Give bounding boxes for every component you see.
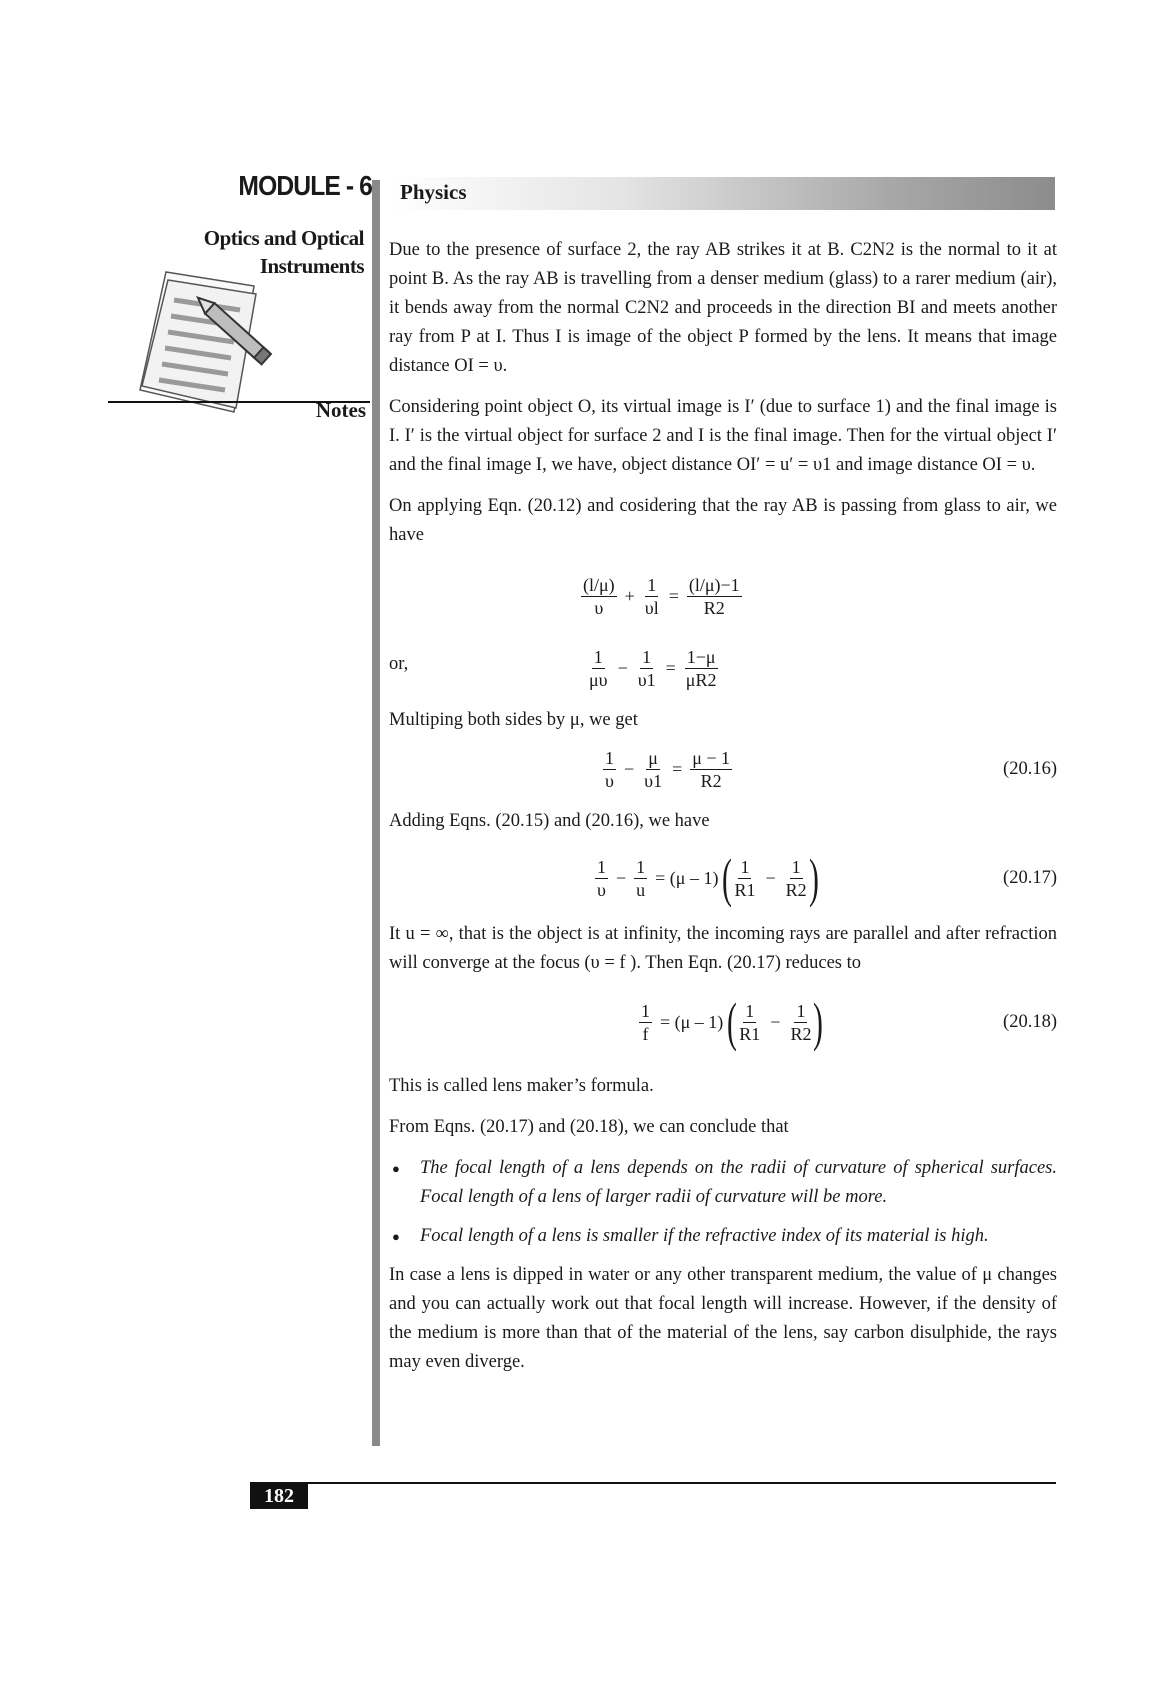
eq4-number: (20.17) <box>1003 868 1057 888</box>
header-bar <box>389 177 1055 210</box>
eq4-c-den: R1 <box>734 879 756 900</box>
eq2-op: − <box>617 657 628 678</box>
equation-1 <box>389 562 1057 630</box>
eq3-rhs-num: μ − 1 <box>692 747 731 768</box>
eq5-left-paren: ( <box>727 992 738 1052</box>
eq5-c-den: R1 <box>739 1023 761 1044</box>
eq5-d-num: 1 <box>796 1000 806 1021</box>
page-number: 182 <box>250 1483 308 1509</box>
conclusion-list <box>389 1154 1057 1251</box>
eq5-right-paren: ) <box>813 992 824 1052</box>
eq3-rhs-den: R2 <box>700 770 722 791</box>
notes-label: Notes <box>315 398 366 422</box>
eq2-equals: = <box>665 657 676 678</box>
footer-rule <box>250 1482 1056 1484</box>
list-item: ● The focal length of a lens depends on the radii of curvature of spherical surfaces. Focal length of a lens of larger radii of curvature will be more. <box>389 1154 1057 1212</box>
eq3-op: − <box>624 758 635 779</box>
paragraph-5: Adding Eqns. (20.15) and (20.16), we have <box>389 811 710 831</box>
eq4-d-num: 1 <box>791 856 801 877</box>
eq5-d-den: R2 <box>790 1023 812 1044</box>
eq4-minus: − <box>765 867 776 888</box>
eq3-b-num: μ <box>648 747 658 768</box>
section-title-line1: Optics and Optical <box>203 226 364 250</box>
eq5-a-den: f <box>642 1023 649 1044</box>
eq5-mid: = (μ – 1) <box>660 1011 724 1032</box>
eq1-equals: = <box>668 585 679 606</box>
eq3-b-den: υ1 <box>644 770 663 791</box>
eq1-rhs-den: R2 <box>703 597 725 618</box>
eq5-number: (20.18) <box>1003 1012 1057 1032</box>
eq2-rhs-den: μR2 <box>685 669 717 690</box>
paragraph-9: In case a lens is dipped in water or any other transparent medium, the value of μ changes and you can actually work out that focal length will increase. However, if the density of the medium is more than that of the material of the lens, say carbon disulphide, the rays may even diverge. <box>389 1265 1057 1372</box>
eq2-a-den: μυ <box>589 669 608 690</box>
eq3-a-den: υ <box>605 770 614 791</box>
eq4-mid: = (μ – 1) <box>655 867 719 888</box>
subject-title: Physics <box>400 180 467 204</box>
main-content <box>389 236 1057 1389</box>
paragraph-6: It u = ∞, that is the object is at infinity, the incoming rays are parallel and after refraction will converge at the focus (υ = f ). Then Eqn. (20.17) reduces to <box>389 924 1057 973</box>
margin-bar <box>372 180 380 1446</box>
eq3-equals: = <box>672 758 683 779</box>
list-item: ● Focal length of a lens is smaller if the refractive index of its material is high. <box>389 1222 1057 1251</box>
eq2-rhs-num: 1−μ <box>686 646 716 667</box>
section-title-line2: Instruments <box>259 254 364 278</box>
eq2-lead: or, <box>389 654 409 674</box>
eq2-b-num: 1 <box>642 646 652 667</box>
eq1-b-den: υl <box>644 597 659 618</box>
paragraph-4: Multiping both sides by μ, we get <box>389 710 638 730</box>
eq3-a-num: 1 <box>605 747 614 768</box>
equation-3 <box>389 735 1057 803</box>
eq1-op: + <box>624 585 635 606</box>
module-label: MODULE - 6 <box>238 170 372 201</box>
eq1-a-num: (l/μ) <box>583 574 615 595</box>
eq4-op: − <box>616 867 627 888</box>
eq3-number: (20.16) <box>1003 759 1057 779</box>
eq4-right-paren: ) <box>808 848 819 908</box>
notes-pencil-icon <box>136 266 296 416</box>
eq1-b-num: 1 <box>647 574 657 595</box>
eq5-minus: − <box>770 1011 781 1032</box>
eq2-a-num: 1 <box>593 646 603 667</box>
eq4-left-paren: ( <box>722 848 733 908</box>
eq5-c-num: 1 <box>745 1000 755 1021</box>
paragraph-7: This is called lens maker’s formula. <box>389 1076 654 1096</box>
equation-5 <box>389 984 1057 1060</box>
paragraph-2: Considering point object O, its virtual image is I′ (due to surface 1) and the final image is I. I′ is the virtual object for surface 2 and I is the final image. Then for the virtual object I′ and the final image I, we have, object distance OI′ = u′ = υ1 and image distance OI = υ. <box>389 397 1057 475</box>
eq5-a-num: 1 <box>641 1000 650 1021</box>
equation-4 <box>389 840 1057 916</box>
eq4-d-den: R2 <box>785 879 807 900</box>
eq1-a-den: υ <box>594 597 604 618</box>
paragraph-1: Due to the presence of surface 2, the ray AB strikes it at B. C2N2 is the normal to it at point B. As the ray AB is travelling from a denser medium (glass) to a rarer medium (air), it bends away from the normal C2N2 and proceeds in the direction BI and meets another ray from P at I. Thus I is image of the object P formed by the lens. It means that image distance OI = υ. <box>389 240 1057 376</box>
eq2-b-den: υ1 <box>637 669 656 690</box>
paragraph-3: On applying Eqn. (20.12) and cosidering that the ray AB is passing from glass to air, we have <box>389 496 1057 545</box>
paragraph-8: From Eqns. (20.17) and (20.18), we can conclude that <box>389 1117 789 1137</box>
eq4-a-den: υ <box>597 879 606 900</box>
eq4-b-num: 1 <box>636 856 646 877</box>
eq4-c-num: 1 <box>740 856 750 877</box>
eq4-a-num: 1 <box>597 856 606 877</box>
equation-2 <box>389 634 1057 702</box>
eq4-b-den: u <box>636 879 646 900</box>
eq1-rhs-num: (l/μ)−1 <box>688 574 740 595</box>
